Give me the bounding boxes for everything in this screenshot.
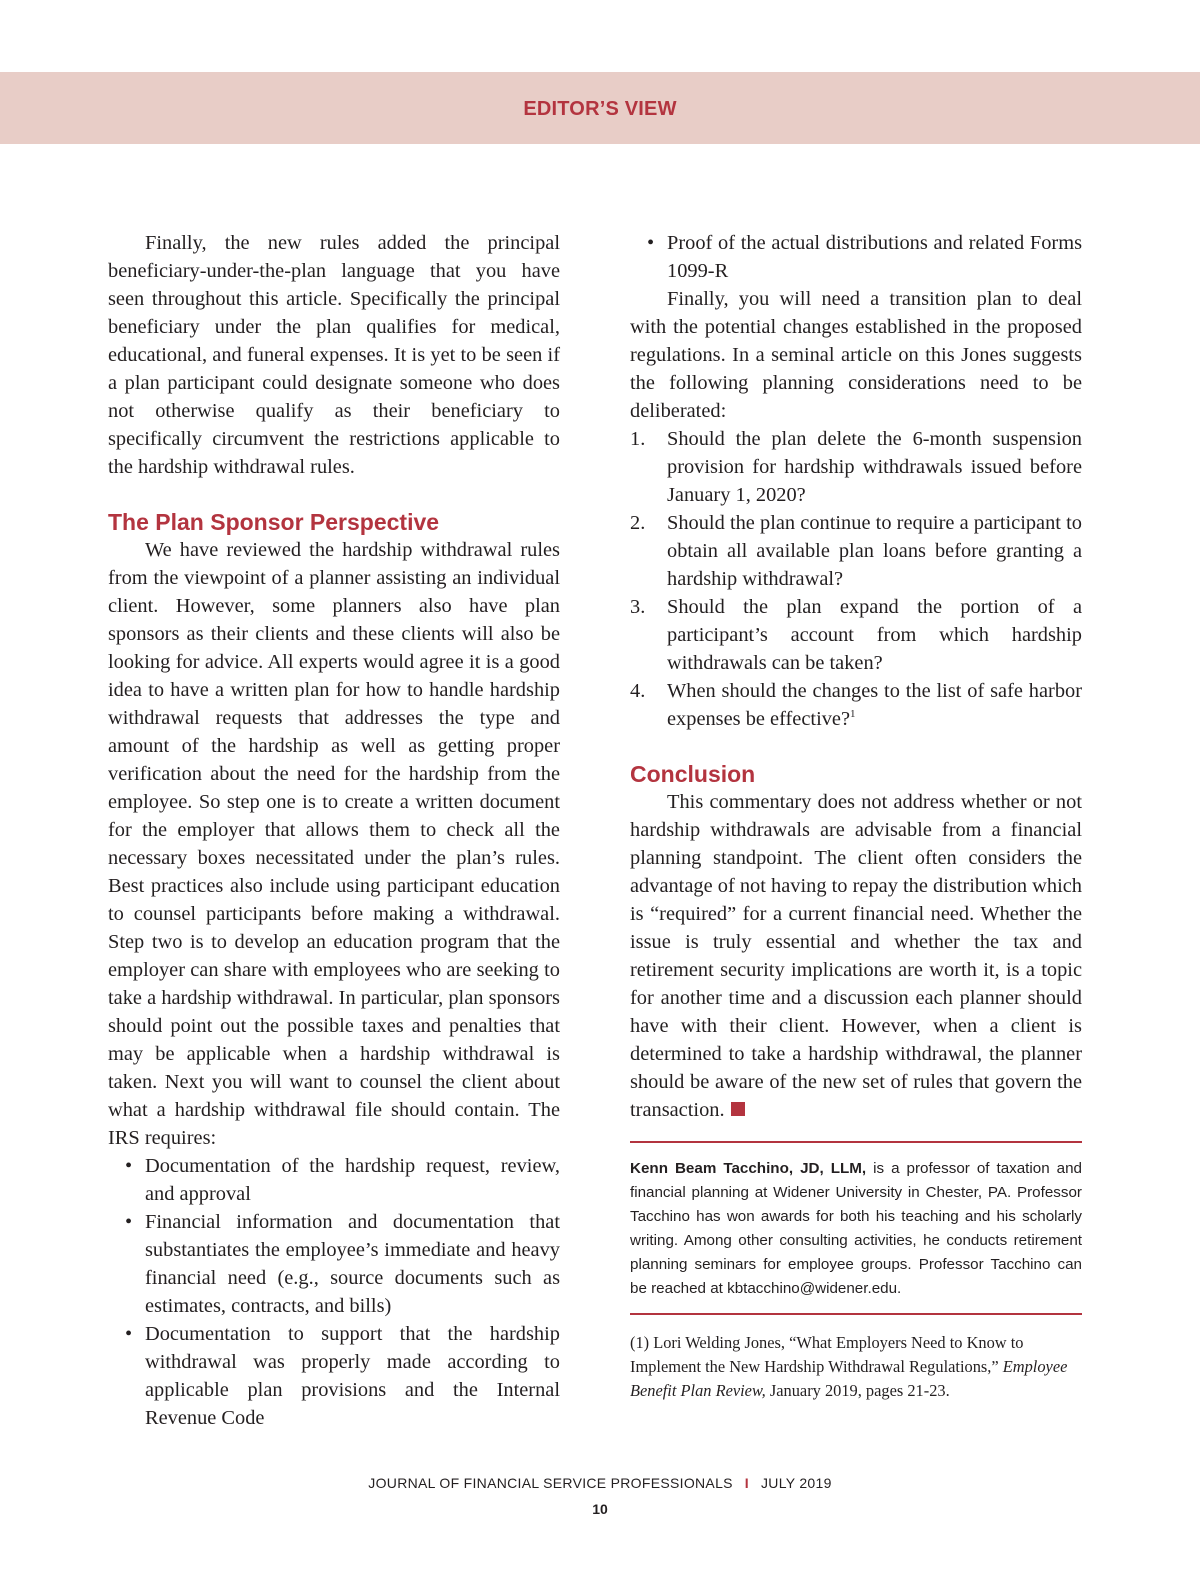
list-number: 2. [630,512,646,534]
list-item-text: Should the plan expand the portion of a participant’s account from which hardship withdrawals can be taken? [667,596,1082,674]
list-item-text: Documentation to support that the hardship withdrawal was properly made according to applicable plan provisions and the Internal Revenue Code [145,1323,560,1429]
author-bio-text: is a professor of taxation and financial planning at Widener University in Chester, PA. Professor Tacchino has won awards for both his teaching and his scholarly writing. Among other consulting activities, he conducts retirement planning seminars for employee groups. Professor Tacchino can be reached at kbtacchino@widener.edu. [630,1160,1082,1297]
list-item [630,425,1082,509]
section-label: EDITOR’S VIEW [523,98,677,120]
bullet-icon: • [647,232,655,254]
author-bio [630,1157,1082,1301]
list-item-text: Should the plan delete the 6-month suspension provision for hardship withdrawals issued before January 1, 2020? [667,428,1082,506]
conclusion-text: This commentary does not address whether or not hardship withdrawals are advisable from a financial planning standpoint. The client often considers the advantage of not having to repay the distribution which is “required” for a current financial need. Whether the issue is truly essential and whether the tax and retirement security implications are worth it, is a topic for another time and a discussion each planner should have with their client. However, when a client is determined to take a hardship withdrawal, the planner should be aware of the new set of rules that govern the transaction. [630,791,1082,1121]
page-footer [0,1475,1200,1491]
planning-questions-list [630,425,1082,733]
footnote [630,1331,1082,1403]
list-item [108,1152,560,1208]
section-banner [0,72,1200,144]
list-item-text: When should the changes to the list of safe harbor expenses be effective? [667,680,1082,730]
list-item-text: Financial information and documentation that substantiates the employee’s immediate and heavy financial need (e.g., source documents such as estimates, contracts, and bills) [145,1211,560,1317]
irs-requirements-list [108,1152,560,1432]
bullet-icon: • [125,1323,133,1345]
issue-date: JULY 2019 [761,1475,832,1491]
journal-name: JOURNAL OF FINANCIAL SERVICE PROFESSIONALS [368,1475,733,1491]
conclusion-heading: Conclusion [630,761,756,787]
bullet-icon: • [125,1155,133,1177]
footnote-citation: January 2019, pages 21-23. [765,1381,950,1400]
list-number: 3. [630,596,646,618]
list-item [108,1208,560,1320]
list-item [108,1320,560,1432]
footer-separator: I [744,1475,749,1491]
divider [630,1141,1082,1143]
list-item [630,677,1082,733]
footnote-reference: 1 [850,708,856,720]
list-number: 4. [630,680,646,702]
divider [630,1313,1082,1315]
bullet-icon: • [125,1211,133,1233]
page-number: 10 [592,1501,608,1517]
transition-paragraph: Finally, you will need a transition plan to deal with the potential changes established in the proposed regulations. In a seminal article on this Jones suggests the following planning considerations need to be deliberated: [630,288,1082,422]
footnote-journal: Employee Benefit Plan Review, [630,1357,1068,1400]
right-column [630,229,1082,1403]
end-of-article-icon [731,1102,745,1116]
author-name: Kenn Beam Tacchino, JD, LLM, [630,1160,867,1177]
conclusion-paragraph [630,788,1082,1124]
footnote-text: (1) Lori Welding Jones, “What Employers Need to Know to Implement the New Hardship Withdrawal Regulations,” [630,1333,1024,1376]
sponsor-paragraph: We have reviewed the hardship withdrawal rules from the viewpoint of a planner assisting an individual client. However, some planners also have plan sponsors as their clients and these clients will also be looking for advice. All experts would agree it is a good idea to have a written plan for how to handle hardship withdrawal requests that addresses the type and amount of the hardship as well as getting proper verification about the need for the hardship from the employee. So step one is to create a written document for the employer that allows them to check all the necessary boxes necessitated under the plan’s rules. Best practices also include using participant education to counsel participants before making a withdrawal. Step two is to develop an education program that the employer can share with employees who are seeking to take a hardship withdrawal. In particular, plan sponsors should point out the possible taxes and penalties that may be applicable when a hardship withdrawal is taken. Next you will want to counsel the client about what a hardship withdrawal file should contain. The IRS requires: [108,539,560,1149]
list-item [630,593,1082,677]
list-item-text: Proof of the actual distributions and related Forms 1099-R [667,232,1082,282]
list-item-text: Should the plan continue to require a participant to obtain all available plan loans before granting a hardship withdrawal? [667,512,1082,590]
proof-list [630,229,1082,285]
list-item [630,509,1082,593]
list-item [630,229,1082,285]
left-column [108,229,560,1432]
list-item-text: Documentation of the hardship request, review, and approval [145,1155,560,1205]
list-number: 1. [630,428,646,450]
intro-paragraph: Finally, the new rules added the principal beneficiary-under-the-plan language that you have seen throughout this article. Specifically the principal beneficiary under the plan qualifies for medical, educational, and funeral expenses. It is yet to be seen if a plan participant could designate someone who does not otherwise qualify as their beneficiary to specifically circumvent the restrictions applicable to the hardship withdrawal rules. [108,232,560,478]
plan-sponsor-heading: The Plan Sponsor Perspective [108,509,440,535]
